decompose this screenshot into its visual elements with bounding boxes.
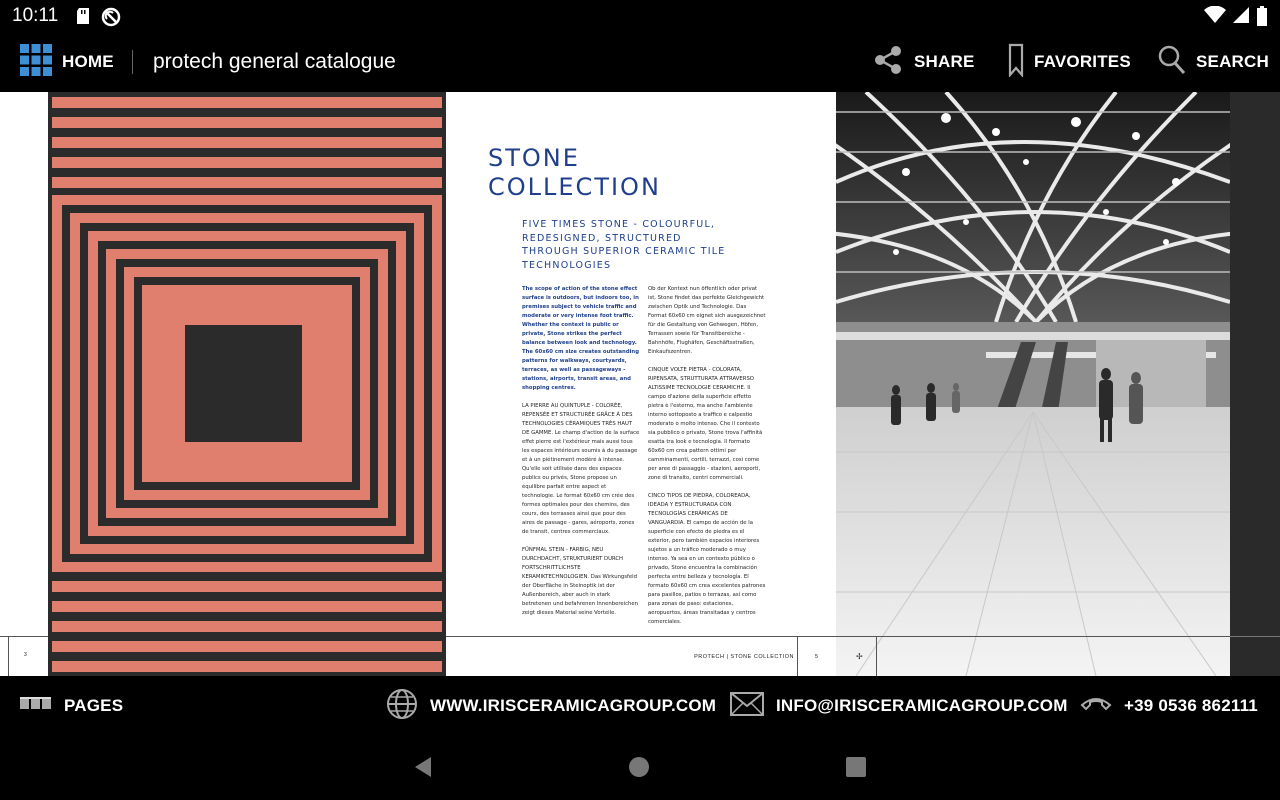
center-page [446, 92, 836, 676]
website-link[interactable] [386, 676, 716, 736]
share-icon [872, 44, 904, 81]
back-triangle-icon [413, 756, 433, 783]
bottom-bar [0, 676, 1280, 736]
right-page-footer [836, 636, 1230, 676]
paragraph-spanish: CINCO TIPOS DE PIEDRA, COLOREADA, IDEADA Y ESTRUCTURADA CON TECNOLOGÍAS CERÁMICAS DE VANGUARDIA. El campo de acción de la superficie con efecto de piedra es el exterior, pero también espacios interiores sujetos a un tráfico moderado o muy intenso. Ya sea en un contexto público o privado, Stone encuentra la combinación perfecta entre belleza y tecnología. El formato 60x60 cm crea excelentes patrones para pasillos, patios o terrazas, así como para zonas de paso: estaciones, aeropuertos, áreas transitadas y centros comerciales. [648, 493, 766, 625]
search-label: SEARCH [1196, 52, 1269, 71]
logo-mark-icon: ✢ [856, 652, 863, 661]
search-icon [1158, 45, 1186, 80]
globe-icon [386, 688, 418, 725]
back-button[interactable] [408, 754, 438, 784]
wifi-icon [1204, 6, 1226, 31]
page-subtitle: FIVE TIMES STONE - COLOURFUL, REDESIGNED, STRUCTURED THROUGH SUPERIOR CERAMIC TILE TECHNOLOGIES [522, 219, 726, 271]
home-button[interactable] [20, 32, 114, 92]
right-page-photo [836, 92, 1230, 676]
top-toolbar [0, 32, 1280, 92]
status-bar [0, 0, 1280, 32]
home-nav-button[interactable] [624, 754, 654, 784]
bookmark-icon [1008, 43, 1024, 82]
phone-link[interactable] [1080, 676, 1258, 736]
signal-icon [1232, 6, 1250, 31]
station-hall-image [836, 92, 1230, 676]
recents-button[interactable] [841, 754, 871, 784]
share-label: SHARE [914, 52, 975, 71]
pages-icon [20, 697, 52, 716]
grid-icon [20, 44, 52, 81]
email-label: INFO@IRISCERAMICAGROUP.COM [776, 696, 1068, 715]
email-link[interactable] [730, 676, 1068, 736]
text-column-2 [648, 285, 766, 636]
phone-label: +39 0536 862111 [1124, 696, 1258, 715]
previous-page-edge[interactable] [0, 92, 48, 676]
center-page-number: 5 [814, 654, 818, 660]
share-button[interactable] [872, 32, 975, 92]
phone-icon [1080, 695, 1112, 718]
toolbar-divider [132, 50, 133, 74]
home-circle-icon [628, 756, 650, 783]
left-page-artwork [48, 92, 446, 676]
footer-text: PROTECH | STONE COLLECTION [694, 654, 794, 660]
sync-disabled-icon [101, 7, 121, 32]
page-footer [446, 636, 836, 676]
favorites-label: FAVORITES [1034, 52, 1131, 71]
search-button[interactable] [1158, 32, 1269, 92]
status-time: 10:11 [12, 5, 59, 26]
paragraph-french: LA PIERRE AU QUINTUPLE - COLORÉE, REPENSÉE ET STRUCTURÉE GRÂCE À DES TECHNOLOGIES CÉRAMIQUES TRÈS HAUT DE GAMME. Le champ d'action de la surface effet pierre est l'extérieur mais aussi tous les espaces intérieurs soumis à du passage et à un piétinement modéré à intense. Qu'elle soit utilisée dans des espaces publics ou privés, Stone propose un équilibre parfait entre aspect et technologie. Le format 60x60 cm crée des formes optimales pour des chemins, des cours, des terrasses ainsi que pour des aires de passage - gares, aéroports, zones de transit, centres commerciaux. [522, 403, 640, 535]
catalogue-viewer[interactable] [0, 92, 1280, 676]
home-label: HOME [62, 52, 114, 71]
mail-icon [730, 692, 764, 721]
paragraph-english: The scope of action of the stone effect surface is outdoors, but indoors too, in premises subject to vehicle traffic and moderate or very intense foot traffic. Whether the context is public or private, Stone strikes the perfect balance between look and technology. The 60x60 cm size creates outstanding patterns for walkways, courtyards, terraces, as well as passageways - stations, airports, transit areas, and shopping centres. [522, 286, 639, 391]
favorites-button[interactable] [1008, 32, 1131, 92]
text-column-1 [522, 285, 640, 627]
pages-label: PAGES [64, 696, 124, 715]
next-page-edge[interactable] [1230, 92, 1280, 676]
website-label: WWW.IRISCERAMICAGROUP.COM [430, 696, 717, 715]
page-title: STONE COLLECTION [488, 144, 661, 201]
paragraph-german: FÜNFMAL STEIN - FARBIG, NEU DURCHDACHT, STRUKTURIERT DURCH FORTSCHRITTLICHSTE KERAMIKTECHNOLOGIEN. Das Wirkungsfeld der Oberfläche in Steinoptik ist der Außenbereich, aber auch in stark betretenen und befahrenen Innenbereichen zeigt dieses Material seine Vorteile. [522, 547, 639, 616]
battery-icon [1256, 6, 1268, 31]
catalogue-title: protech general catalogue [153, 50, 396, 73]
paragraph-german-cont: Ob der Kontext nun öffentlich oder privat ist, Stone findet das perfekte Gleichgewicht zwischen Optik und Technologie. Das Format 60x60 cm eignet sich ausgezeichnet für die Gestaltung von Gehwegen, Höfen, Terrassen sowie für Transitbereiche - Bahnhöfe, Flughäfen, Geschäftsstraßen, Einkaufszentren. [648, 286, 766, 355]
left-page-number: 3 [24, 652, 27, 658]
paragraph-italian: CINQUE VOLTE PIETRA - COLORATA, RIPENSATA, STRUTTURATA ATTRAVERSO ALTISSIME TECNOLOGIE CERAMICHE. Il campo d'azione della superficie effetto pietra è l'esterno, ma anche l'ambiente interno sottoposto a traffico e calpestio moderato o molto intenso. Che il contesto sia pubblico o privato, Stone trova l'affinità esatta tra look e tecnologia. Il formato 60x60 cm crea pattern ottimi per camminamenti, cortili, terrazzi, così come per aree di passaggio - stazioni, aeroporti, zone di transito, centri commerciali. [648, 367, 763, 481]
concentric-squares-pattern [48, 92, 446, 676]
pages-button[interactable] [20, 676, 123, 736]
recents-square-icon [846, 757, 866, 782]
system-navigation-bar [0, 736, 1280, 800]
sd-card-icon [75, 7, 91, 32]
